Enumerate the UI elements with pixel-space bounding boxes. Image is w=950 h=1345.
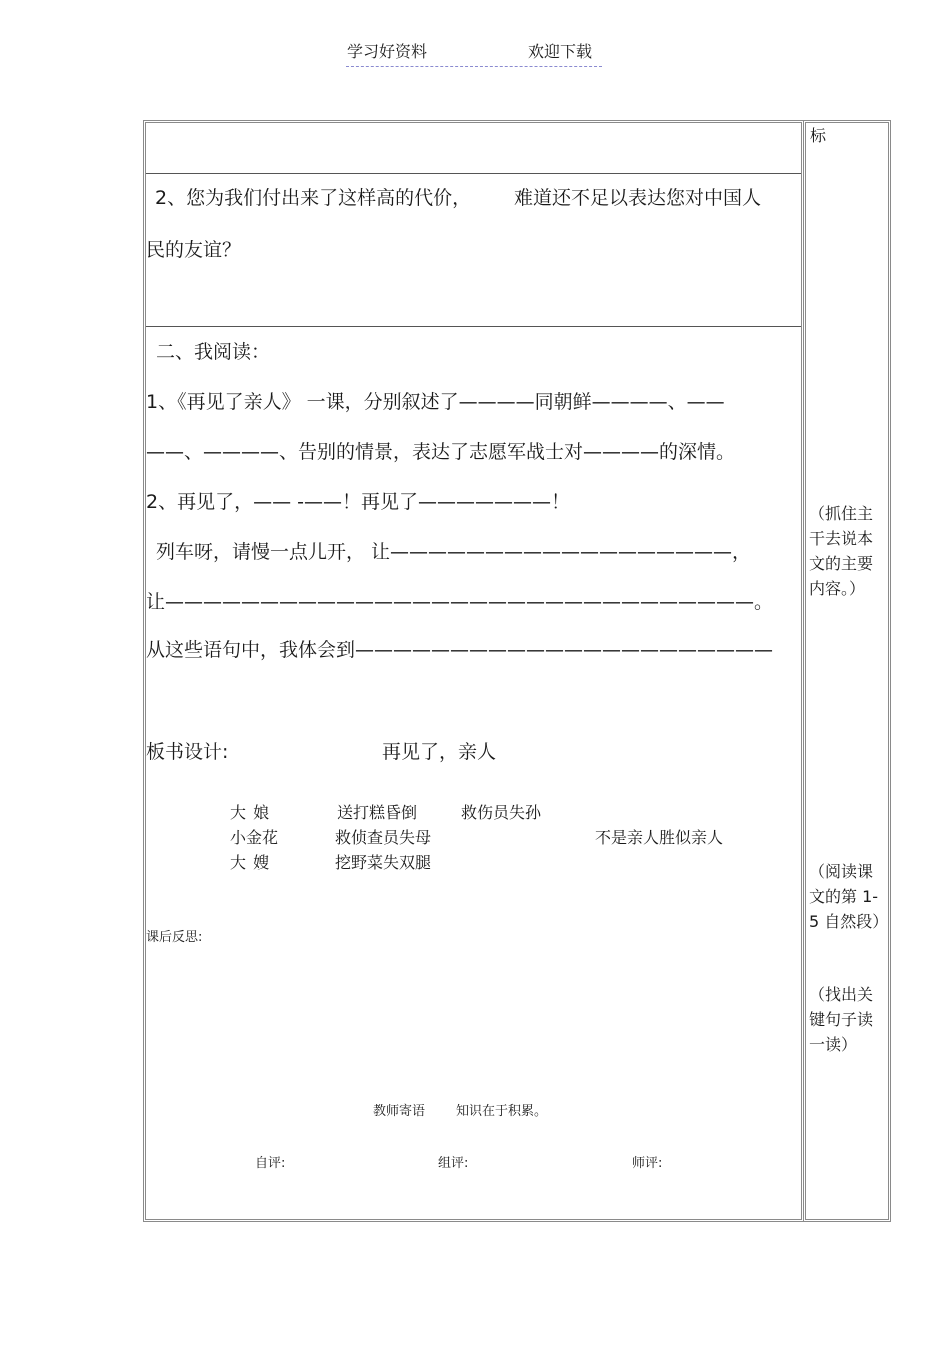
board-row-name: 大 娘: [230, 803, 271, 822]
board-row-event: 挖野菜失双腿: [335, 853, 432, 872]
reading-item2-line2: 列车呀，请慢一点儿开， 让——————————————————，: [156, 541, 752, 563]
header-right-text: 欢迎下载: [528, 42, 593, 61]
teacher-message: 知识在于积累。: [456, 1104, 548, 1119]
group-evaluation-label: 组评:: [438, 1156, 469, 1171]
reading-item1-line1: 1、《再见了亲人》 一课，分别叙述了————同朝鲜————、——: [146, 391, 725, 413]
reading-item1-line2: ——、————、告别的情景，表达了志愿军战士对————的深情。: [146, 441, 736, 463]
board-row-name: 小金花: [230, 828, 279, 847]
question-2-line1: 2、您为我们付出来了这样高的代价，: [155, 187, 472, 209]
self-evaluation-label: 自评:: [255, 1156, 286, 1171]
reading-item2-line1: 2、再见了，—— -——！再见了———————！: [146, 491, 570, 513]
board-title: 再见了，亲人: [382, 741, 497, 763]
board-row-loss: 救伤员失孙: [461, 803, 542, 822]
board-row-event: 送打糕昏倒: [337, 803, 418, 822]
side-top-note: 标: [810, 126, 827, 145]
teacher-evaluation-label: 师评:: [632, 1156, 663, 1171]
board-summary: 不是亲人胜似亲人: [595, 828, 724, 847]
side-note-main-content: （抓住主干去说本文的主要内容。）: [809, 504, 874, 598]
question-2-line2: 民的友谊？: [146, 239, 242, 261]
side-note-read-paragraphs: （阅读课文的第 1-5 自然段）: [809, 862, 889, 931]
reading-item2-line4: 从这些语句中，我体会到——————————————————————: [146, 639, 774, 661]
board-label: 板书设计:: [146, 741, 229, 763]
side-note-key-sentences: （找出关键句子读一读）: [809, 985, 874, 1054]
main-column: [143, 120, 804, 1222]
row-divider: [146, 173, 801, 174]
board-row-name: 大 嫂: [230, 853, 271, 872]
row-divider: [146, 326, 801, 327]
header-left-text: 学习好资料: [347, 42, 428, 61]
question-2-line1-cont: 难道还不足以表达您对中国人: [514, 187, 762, 209]
reflection-label: 课后反思:: [146, 930, 203, 945]
teacher-message-label: 教师寄语: [373, 1104, 426, 1119]
reading-item2-line3: 让———————————————————————————————。: [146, 591, 774, 613]
board-row-event: 救侦查员失母: [335, 828, 432, 847]
reading-heading: 二、我阅读：: [156, 341, 271, 363]
